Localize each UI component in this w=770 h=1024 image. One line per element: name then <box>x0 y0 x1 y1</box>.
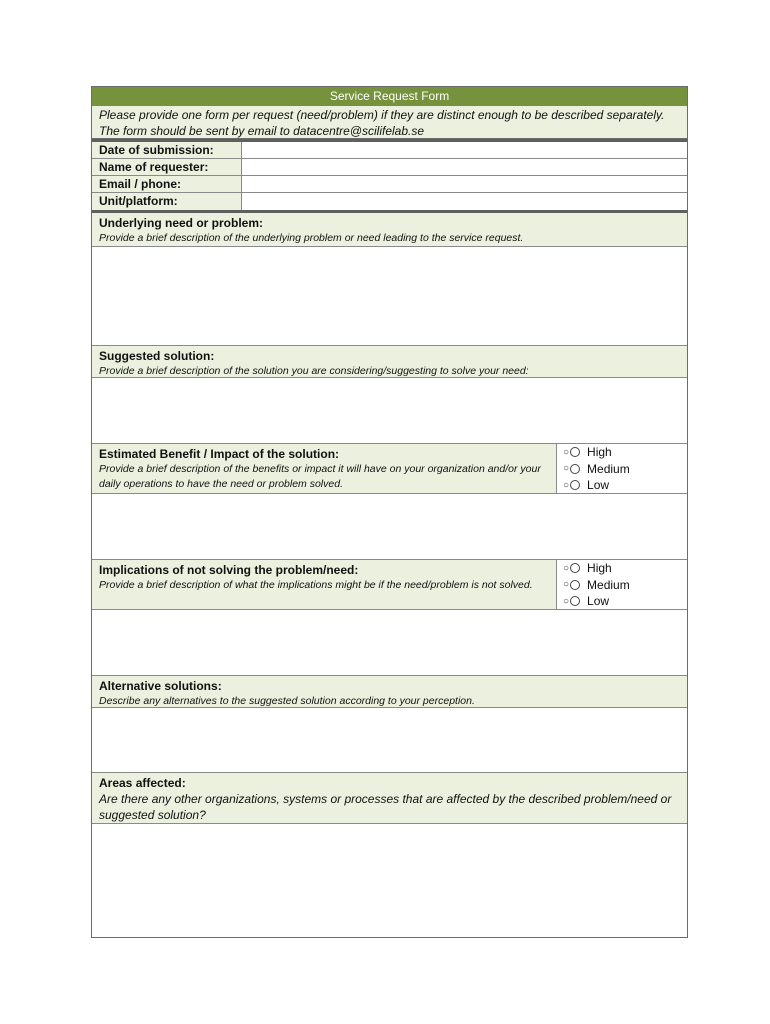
areas-section-header <box>92 773 687 824</box>
radio-circle-icon[interactable] <box>570 563 580 573</box>
option-label: Low <box>587 594 610 609</box>
solution-section-header <box>92 346 687 378</box>
benefit-option-high[interactable] <box>557 444 687 461</box>
form-intro: Please provide one form per request (need/problem) if they are distinct enough to be described separately. The form should be sent by email to datacentre@scilifelab.se <box>92 106 687 139</box>
alternatives-title: Alternative solutions: <box>99 679 222 693</box>
name-label: Name of requester: <box>92 159 242 175</box>
benefit-option-low[interactable] <box>557 477 687 494</box>
small-circle-icon: ○ <box>563 463 570 475</box>
benefit-answer-area[interactable] <box>92 494 687 560</box>
field-row-name <box>92 159 687 176</box>
areas-answer-area[interactable] <box>92 824 687 937</box>
benefit-description: Provide a brief description of the benefits or impact it will have on your organization and/or your daily operations to have the need or problem solved. <box>99 463 541 490</box>
radio-circle-icon[interactable] <box>570 447 580 457</box>
need-section-header <box>92 213 687 247</box>
small-circle-icon: ○ <box>563 479 570 491</box>
radio-circle-icon[interactable] <box>570 464 580 474</box>
implications-rating-group <box>556 560 687 609</box>
option-label: Medium <box>587 577 630 592</box>
benefit-rating-group <box>556 444 687 493</box>
radio-circle-icon[interactable] <box>570 480 580 490</box>
solution-description: Provide a brief description of the solution you are considering/suggesting to solve your need: <box>99 365 529 377</box>
areas-title: Areas affected: <box>99 776 186 790</box>
name-field[interactable] <box>242 159 687 175</box>
implications-description: Provide a brief description of what the implications might be if the need/problem is not solved. <box>99 579 533 591</box>
need-answer-area[interactable] <box>92 247 687 346</box>
need-title: Underlying need or problem: <box>99 216 264 230</box>
implications-option-high[interactable] <box>557 560 687 577</box>
need-description: Provide a brief description of the underlying problem or need leading to the service request. <box>99 232 524 244</box>
field-row-unit <box>92 193 687 210</box>
field-row-date <box>92 142 687 159</box>
solution-answer-area[interactable] <box>92 378 687 444</box>
alternatives-description: Describe any alternatives to the suggested solution according to your perception. <box>99 695 475 707</box>
service-request-form <box>91 86 688 938</box>
alternatives-section-header <box>92 676 687 708</box>
benefit-section-header <box>92 444 687 494</box>
solution-title: Suggested solution: <box>99 349 215 363</box>
implications-title: Implications of not solving the problem/need: <box>99 563 359 577</box>
radio-circle-icon[interactable] <box>570 596 580 606</box>
areas-description: Are there any other organizations, systems or processes that are affected by the described problem/need or suggested solution? <box>99 792 672 822</box>
implications-option-low[interactable] <box>557 593 687 610</box>
option-label: Low <box>587 478 610 493</box>
form-title: Service Request Form <box>92 87 687 106</box>
alternatives-answer-area[interactable] <box>92 708 687 773</box>
unit-platform-field[interactable] <box>242 193 687 210</box>
implications-section-header <box>92 560 687 610</box>
benefit-title: Estimated Benefit / Impact of the solution: <box>99 447 340 461</box>
option-label: High <box>587 445 612 460</box>
implications-answer-area[interactable] <box>92 610 687 676</box>
implications-option-medium[interactable] <box>557 577 687 594</box>
option-label: High <box>587 561 612 576</box>
small-circle-icon: ○ <box>563 595 570 607</box>
radio-circle-icon[interactable] <box>570 580 580 590</box>
small-circle-icon: ○ <box>563 562 570 574</box>
date-field[interactable] <box>242 142 687 158</box>
unit-label: Unit/platform: <box>92 193 242 210</box>
field-row-email <box>92 176 687 193</box>
email-phone-field[interactable] <box>242 176 687 192</box>
date-label: Date of submission: <box>92 142 242 158</box>
benefit-option-medium[interactable] <box>557 461 687 478</box>
email-label: Email / phone: <box>92 176 242 192</box>
option-label: Medium <box>587 461 630 476</box>
small-circle-icon: ○ <box>563 579 570 591</box>
small-circle-icon: ○ <box>563 446 570 458</box>
